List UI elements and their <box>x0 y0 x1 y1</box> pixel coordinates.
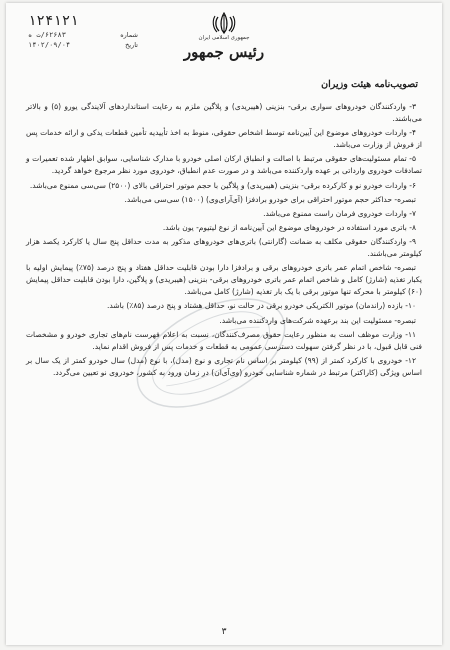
paragraph: ۹- واردکنندگان حقوقی مکلف به ضمانت (گارانتی) باتری‌های خودروهای مذکور به مدت حداقل پنج سال یا کارکرد یکصد هزار کیلومتر می‌باشند. <box>26 236 422 259</box>
date-label: تاریخ <box>125 41 138 49</box>
paragraph: ۸- باتری مورد استفاده در خودروهای موضوع این آیین‌نامه از نوع لیتیوم- یون باشد. <box>162 222 416 232</box>
paragraph: ۳- واردکنندگان خودروهای سواری برقی- بنزینی (هیبریدی) و پلاگین ملزم به رعایت استانداردهای آلایندگی یورو (۵) و بالاتر می‌باشند. <box>26 102 422 124</box>
country-name: جمهوری اسلامی ایران <box>198 35 250 41</box>
document-page <box>6 3 442 645</box>
reference-number: ۱۲۴۱۲۱ <box>28 13 79 29</box>
reference-label: شماره <box>120 31 138 39</box>
paragraph: ۱۰- بازده (راندمان) موتور الکتریکی خودرو برقی در حالت نو، حداقل هشتاد و پنج درصد (۸۵٪) باشد. <box>107 301 416 311</box>
paragraph: ۴- واردات خودروهای موضوع این آیین‌نامه توسط اشخاص حقوقی، منوط به اخذ تأییدیه تأمین قطعات یدکی و ارائه خدمات پس از فروش از وزارت می‌باشد. <box>26 128 422 150</box>
paragraph: ۱۲- خودروی با کارکرد کمتر از (۹۹) کیلومتر بر اساس نام تجاری و نوع (مدل)، با نوع (مدل) سال خودرو کمتر از یک سال بر اساس ویژگی (کاراکتر) مرتبط در شماره شناسایی خودرو (وی‌آی‌ان) در زمان ورود به کشور، خودروی نو تعیین می‌گردد. <box>26 355 422 377</box>
page-number: ۳ <box>221 627 227 637</box>
note-paragraph: تبصره- شاخص اتمام عمر باتری خودروهای برقی و برادفزا دارا بودن قابلیت حداقل هفتاد و پنج درصد (۷۵٪) پیمایش اولیه با یکبار تغذیه (شارژ) کامل و شاخص اتمام عمر باتری خودروهای برقی- بنزینی (هیبریدی) و پلاگین، دارا بودن قابلیت حداقل پیمایش (۶۰) کیلومتر با محرکه تنها موتور برقی با یک بار تغذیه (شارژ) کامل می‌باشد. <box>26 263 422 297</box>
note-paragraph: تبصره- مسئولیت این بند برعهده شرکت‌های واردکننده می‌باشد. <box>219 315 416 325</box>
paragraph: ۱۱- وزارت موظف است به منظور رعایت حقوق مصرف‌کنندگان، نسبت به اعلام فهرست نام‌های تجاری خودرو و مشخصات فنی قابل قبول، با در نظر گرفتن سهولت دسترسی عمومی به قطعات و خدمات پس از فروش اقدام نماید. <box>26 329 422 351</box>
reference-code: ۶۲۶۸۳/ت ه <box>28 31 66 39</box>
paragraph: ۷- واردات خودروی فرمان راست ممنوع می‌باشد. <box>263 208 416 218</box>
decree-body <box>26 101 422 381</box>
document-subtitle: تصویب‌نامه هیئت وزیران <box>321 79 418 90</box>
iran-emblem-icon <box>211 11 237 35</box>
paragraph: ۶- واردات خودرو نو و کارکرده برقی- بنزینی (هیبریدی) و پلاگین با حجم موتور احتراقی بالای (۲۵۰۰) سی‌سی ممنوع می‌باشد. <box>29 180 416 190</box>
date-value: ۱۴۰۲/۰۹/۰۴ <box>28 41 71 49</box>
paragraph: ۵- تمام مسئولیت‌های حقوقی مرتبط با اصالت و انطباق ارکان اصلی خودرو با مدارک شناسایی، سوابق اظهار شده تعمیرات و تصادفات خودروی وارداتی بر عهده واردکننده می‌باشد و در صورت عدم انطباق، خودروی مورد نظر مرجوع خواهد گردید. <box>26 154 422 176</box>
office-title: رئیس جمهور <box>183 43 265 61</box>
note-paragraph: تبصره- حداکثر حجم موتور احتراقی برای خودرو برادفزا (آی‌آر‌ای‌وی) (۱۵۰۰) سی‌سی می‌باشد. <box>124 194 416 204</box>
